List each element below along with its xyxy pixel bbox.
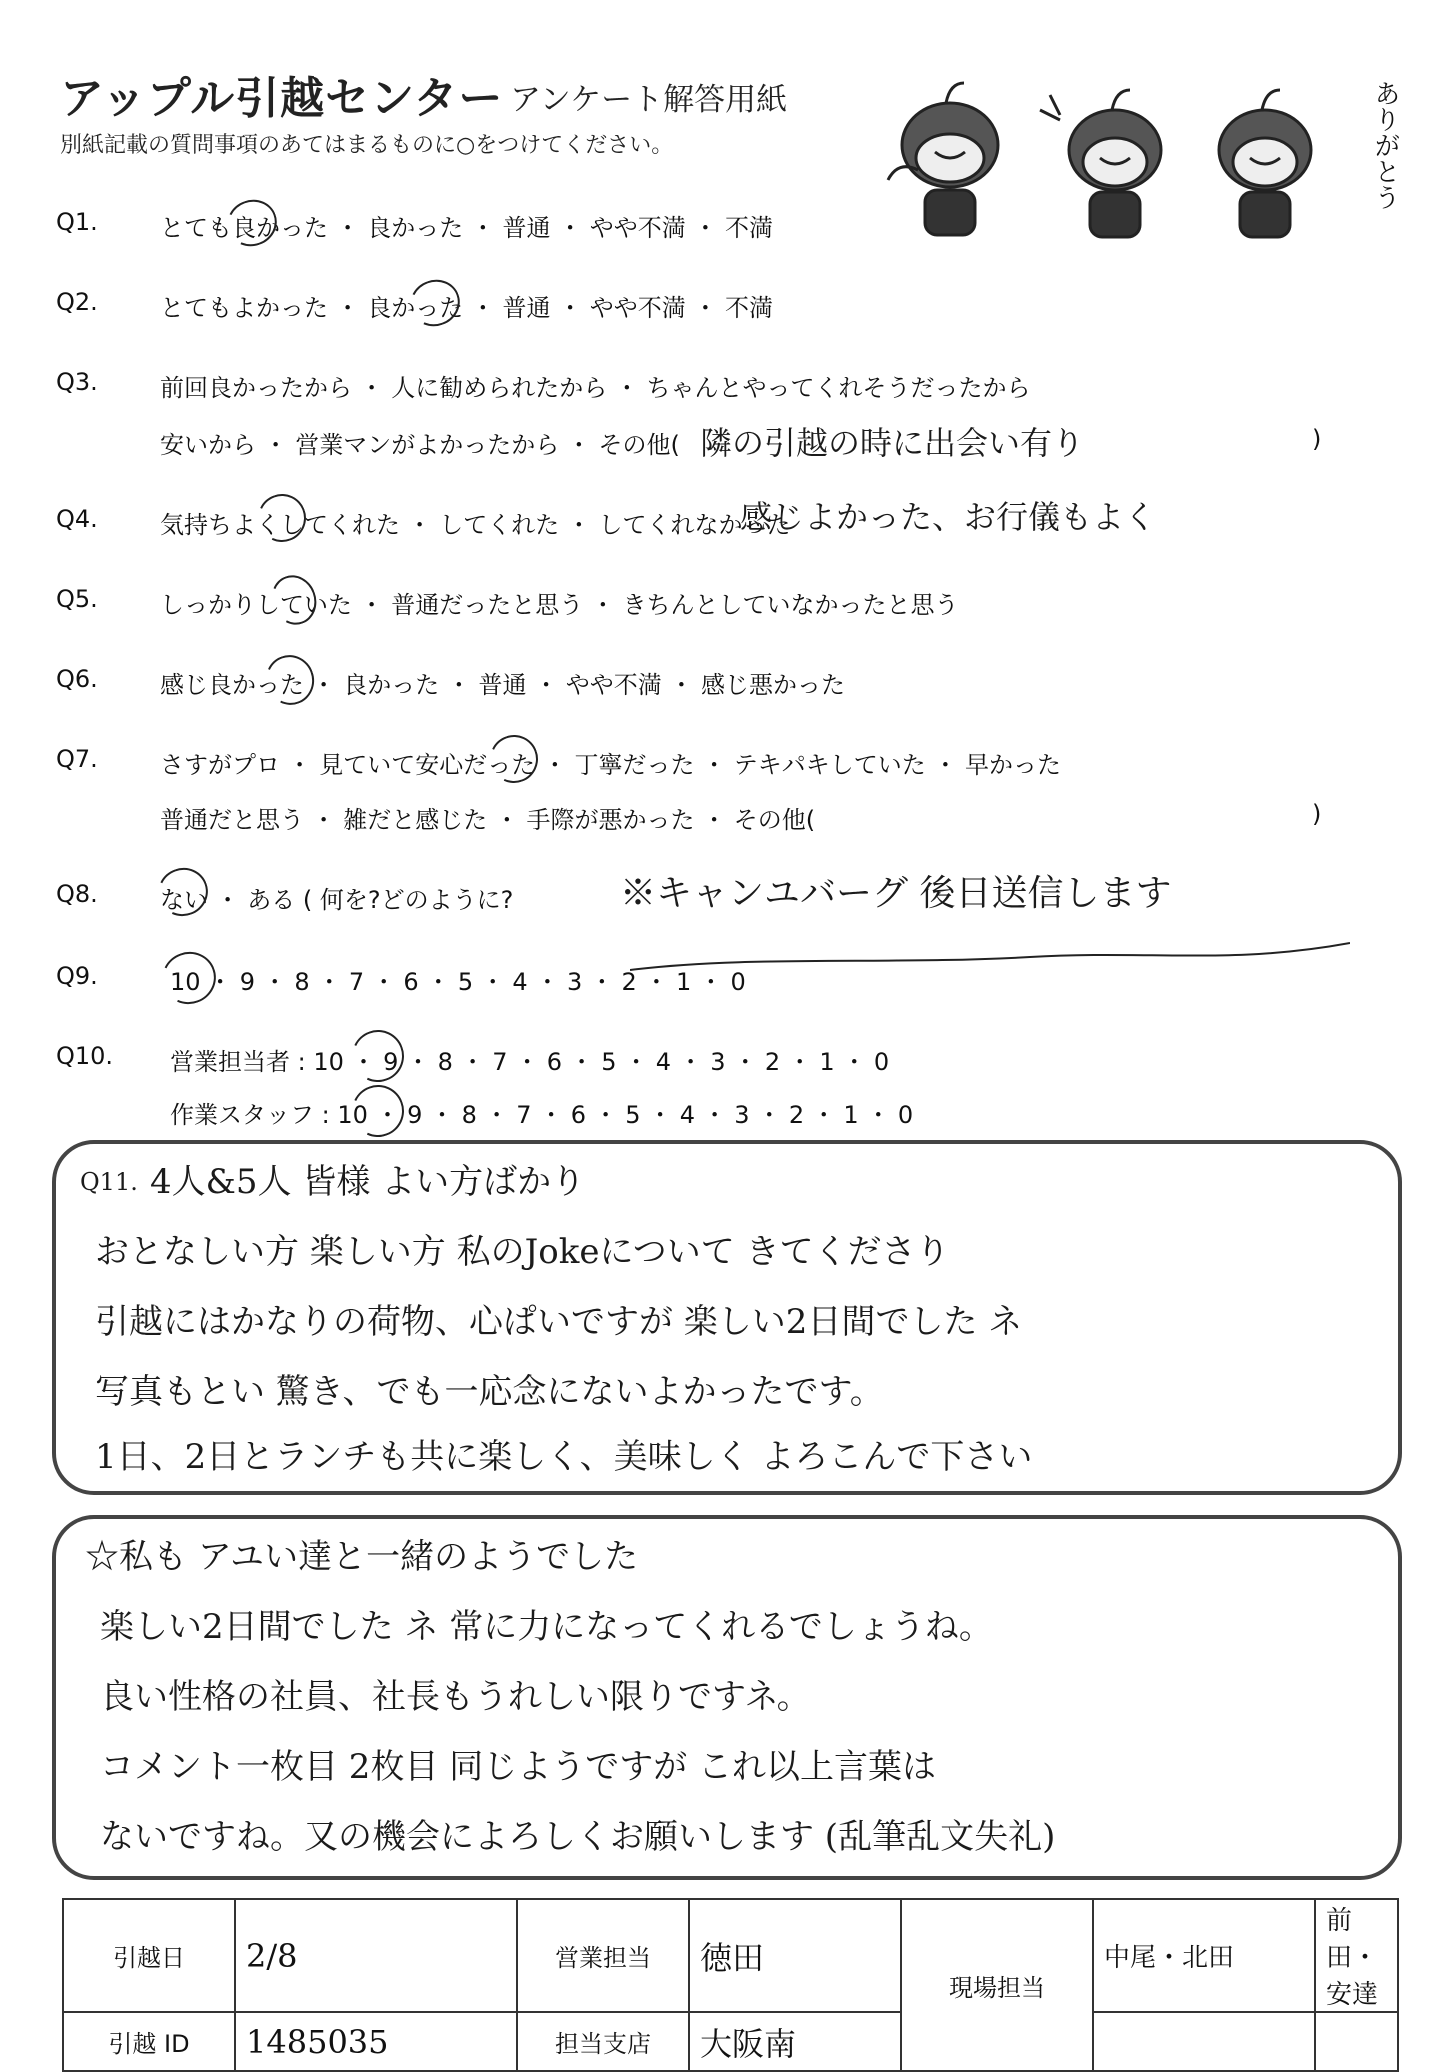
form-title: アップル引越センター xyxy=(60,73,504,124)
extra-line-5: ないですね。又の機会によろしくお願いします (乱筆乱文失礼) xyxy=(100,1817,1056,1857)
q5-answer-circle xyxy=(265,569,323,631)
q10-sales-circle xyxy=(345,1023,412,1090)
q7-answer-circle xyxy=(483,728,545,790)
site-staff-2: 前田・安達 xyxy=(1315,1899,1398,2012)
q9-underline-stroke xyxy=(630,935,1350,980)
site-staff-1: 中尾・北田 xyxy=(1093,1899,1315,2012)
site-staff-empty-1 xyxy=(1093,2012,1315,2071)
q10-number: Q10. xyxy=(56,1042,114,1070)
extra-line-2: 楽しい2日間でした ネ 常に力になってくれるでしょうね。 xyxy=(100,1607,993,1647)
sales-value: 徳田 xyxy=(689,1899,901,2012)
q3-close-paren: ) xyxy=(1312,425,1322,453)
q8-number: Q8. xyxy=(56,880,98,908)
q6-number: Q6. xyxy=(56,665,98,693)
extra-line-3: 良い性格の社員、社長もうれしい限りですネ。 xyxy=(100,1677,811,1717)
q8-handwritten-note: ※キャンユバーグ 後日送信します xyxy=(620,873,1172,914)
sales-label: 営業担当 xyxy=(517,1899,689,2012)
q3-options-line2[interactable]: 安いから ・ 営業マンがよかったから ・ その他( xyxy=(160,431,680,459)
q9-answer-circle xyxy=(155,944,224,1011)
q4-number: Q4. xyxy=(56,505,98,533)
q4-handwritten-note: 感じよかった、お行儀もよく xyxy=(740,498,1157,536)
q5-options[interactable]: しっかりしていた ・ 普通だったと思う ・ きちんとしていなかったと思う xyxy=(160,591,959,619)
q7-options-line1[interactable]: さすがプロ ・ 見ていて安心だった ・ 丁寧だった ・ テキパキしていた ・ 早かった xyxy=(160,751,1062,779)
q6-answer-circle xyxy=(259,648,321,711)
move-date-value: 2/8 xyxy=(235,1899,517,2012)
mascot-thanks-text: ありがとう xyxy=(1370,80,1400,210)
q2-answer-circle xyxy=(404,273,467,333)
branch-label: 担当支店 xyxy=(517,2012,689,2071)
q11-label: Q11. xyxy=(80,1168,138,1196)
q7-number: Q7. xyxy=(56,745,98,773)
footer-info-table xyxy=(62,1898,1399,2072)
q8-options[interactable]: ない ・ ある ( 何を?どのように? xyxy=(160,886,514,914)
q11-line-5: 1日、2日とランチも共に楽しく、美味しく よろこんで下さい xyxy=(95,1437,1033,1477)
q3-options-line1[interactable]: 前回良かったから ・ 人に勧められたから ・ ちゃんとやってくれそうだったから xyxy=(160,374,1031,402)
instruction-text: 別紙記載の質問事項のあてはまるものに○をつけてください。 xyxy=(60,133,674,158)
q1-options[interactable]: とても良かった ・ 良かった ・ 普通 ・ やや不満 ・ 不満 xyxy=(160,214,774,242)
extra-line-1: ☆私も アユい達と一緒のようでした xyxy=(85,1537,639,1577)
q10-staff-circle xyxy=(345,1078,412,1145)
q3-handwritten-other: 隣の引越の時に出会い有り xyxy=(700,424,1085,462)
q2-options[interactable]: とてもよかった ・ 良かった ・ 普通 ・ やや不満 ・ 不満 xyxy=(160,294,774,322)
q11-line-4: 写真もとい 驚き、でも一応念にないよかったです。 xyxy=(95,1372,884,1412)
move-date-label: 引越日 xyxy=(63,1899,235,2012)
q11-line-3: 引越にはかなりの荷物、心ぱいですが 楽しい2日間でした ネ xyxy=(95,1302,1023,1342)
q1-answer-circle xyxy=(221,193,284,253)
extra-line-4: コメント一枚目 2枚目 同じようですが これ以上言葉は xyxy=(100,1747,937,1787)
mascot-illustration xyxy=(880,70,1360,250)
move-id-label: 引越 ID xyxy=(63,2012,235,2071)
q9-scale[interactable]: 10 ・ 9 ・ 8 ・ 7 ・ 6 ・ 5 ・ 4 ・ 3 ・ 2 ・ 1 ・ 0 xyxy=(170,968,746,996)
q7-options-line2[interactable]: 普通だと思う ・ 雑だと感じた ・ 手際が悪かった ・ その他( xyxy=(160,806,816,834)
q11-line-2: おとなしい方 楽しい方 私のJokeについて きてくださり xyxy=(95,1232,950,1272)
monkey-mascots-icon xyxy=(880,70,1360,250)
q1-number: Q1. xyxy=(56,208,98,236)
q11-line-1: 4人&5人 皆様 よい方ばかり xyxy=(150,1162,586,1202)
site-label: 現場担当 xyxy=(901,1899,1093,2071)
q4-options[interactable]: 気持ちよくしてくれた ・ してくれた ・ してくれなかった xyxy=(160,511,791,539)
q2-number: Q2. xyxy=(56,288,98,316)
branch-value: 大阪南 xyxy=(689,2012,901,2071)
q7-close-paren: ) xyxy=(1312,800,1322,828)
form-subtitle: アンケート解答用紙 xyxy=(510,82,788,118)
q9-number: Q9. xyxy=(56,962,98,990)
q5-number: Q5. xyxy=(56,585,98,613)
q10-staff-scale[interactable]: 作業スタッフ : 10 ・ 9 ・ 8 ・ 7 ・ 6 ・ 5 ・ 4 ・ 3 ・ 2 ・ 1 ・ 0 xyxy=(170,1101,914,1129)
q3-number: Q3. xyxy=(56,368,98,396)
move-id-value: 1485035 xyxy=(235,2012,517,2071)
q6-options[interactable]: 感じ良かった ・ 良かった ・ 普通 ・ やや不満 ・ 感じ悪かった xyxy=(160,671,846,699)
site-staff-empty-2 xyxy=(1315,2012,1398,2071)
q10-sales-scale[interactable]: 営業担当者 : 10 ・ 9 ・ 8 ・ 7 ・ 6 ・ 5 ・ 4 ・ 3 ・ 2 ・ 1 ・ 0 xyxy=(170,1048,890,1076)
